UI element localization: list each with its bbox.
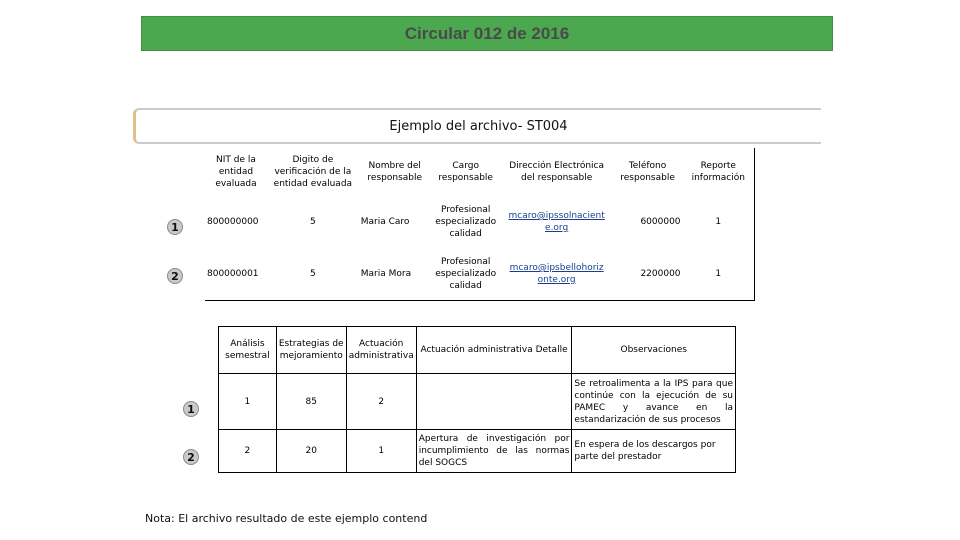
- cell-analisis: 2: [219, 430, 277, 473]
- header-email: Dirección Electrónica del responsable: [509, 161, 605, 183]
- cell-telefono: 2200000: [613, 248, 683, 301]
- actions-table: [218, 326, 736, 473]
- responsible-table: [205, 148, 755, 301]
- email-link[interactable]: mcaro@ipssolnacient e.org: [508, 211, 605, 233]
- table-row: [205, 196, 755, 248]
- cell-estrategias: 85: [276, 374, 346, 430]
- header-nit: NIT de la entidad evaluada: [215, 155, 257, 189]
- header-analisis: Análisis semestral: [219, 327, 277, 374]
- header-detalle: Actuación administrativa Detalle: [416, 327, 572, 374]
- cell-nit: 800000001: [205, 248, 267, 301]
- row-number-badge: 1: [167, 219, 183, 235]
- page-title: Circular 012 de 2016: [404, 23, 570, 43]
- table-header-row: [219, 327, 736, 374]
- email-link[interactable]: mcaro@ipsbellohoriz onte.org: [509, 263, 604, 285]
- cell-digito: 5: [267, 248, 359, 301]
- row-number-badge: 1: [183, 401, 199, 417]
- subtitle-box: [133, 108, 821, 144]
- header-digito: Digito de verificación de la entidad evaluada: [273, 155, 353, 189]
- row-number-badge: 2: [183, 449, 199, 465]
- cell-observaciones: En espera de los descargos por parte del prestador: [572, 430, 736, 473]
- cell-cargo: Profesional especializado calidad: [435, 205, 497, 239]
- header-estrategias: Estrategias de mejoramiento: [276, 327, 346, 374]
- cell-detalle: [416, 374, 572, 430]
- cell-reporte: 1: [683, 196, 755, 248]
- cell-estrategias: 20: [276, 430, 346, 473]
- header-telefono: Teléfono responsable: [620, 161, 675, 183]
- cell-actuacion: 1: [346, 430, 416, 473]
- subtitle-text: Ejemplo del archivo- ST004: [389, 118, 568, 134]
- cell-digito: 5: [309, 217, 316, 227]
- header-nombre: Nombre del responsable: [367, 161, 423, 183]
- header-cargo: Cargo responsable: [438, 161, 493, 183]
- cell-analisis: 1: [219, 374, 277, 430]
- row-number-badge: 2: [167, 268, 183, 284]
- header-actuacion: Actuación administrativa: [346, 327, 416, 374]
- cell-observaciones: Se retroalimenta a la IPS para que continúe con la ejecución de su PAMEC y avance en la estandarización de sus procesos: [572, 374, 736, 430]
- cell-telefono: 6000000: [640, 217, 681, 227]
- cell-nombre: Maria Mora: [359, 248, 431, 301]
- footnote: Nota: El archivo resultado de este ejemplo contend: [145, 512, 428, 525]
- title-banner: [141, 16, 833, 51]
- cell-cargo: Profesional especializado calidad: [431, 248, 501, 301]
- cell-detalle: Apertura de investigación por incumplimiento de las normas del SOGCS: [416, 430, 572, 473]
- table-header-row: [205, 148, 755, 196]
- cell-nombre: Maria Caro: [360, 217, 410, 227]
- table-row: [219, 430, 736, 473]
- table-row: [219, 374, 736, 430]
- table-row: [205, 248, 755, 301]
- cell-nit: 800000000: [207, 217, 259, 227]
- cell-reporte: 1: [683, 248, 755, 301]
- header-observaciones: Observaciones: [572, 327, 736, 374]
- header-reporte: Reporte información: [683, 148, 755, 196]
- cell-actuacion: 2: [346, 374, 416, 430]
